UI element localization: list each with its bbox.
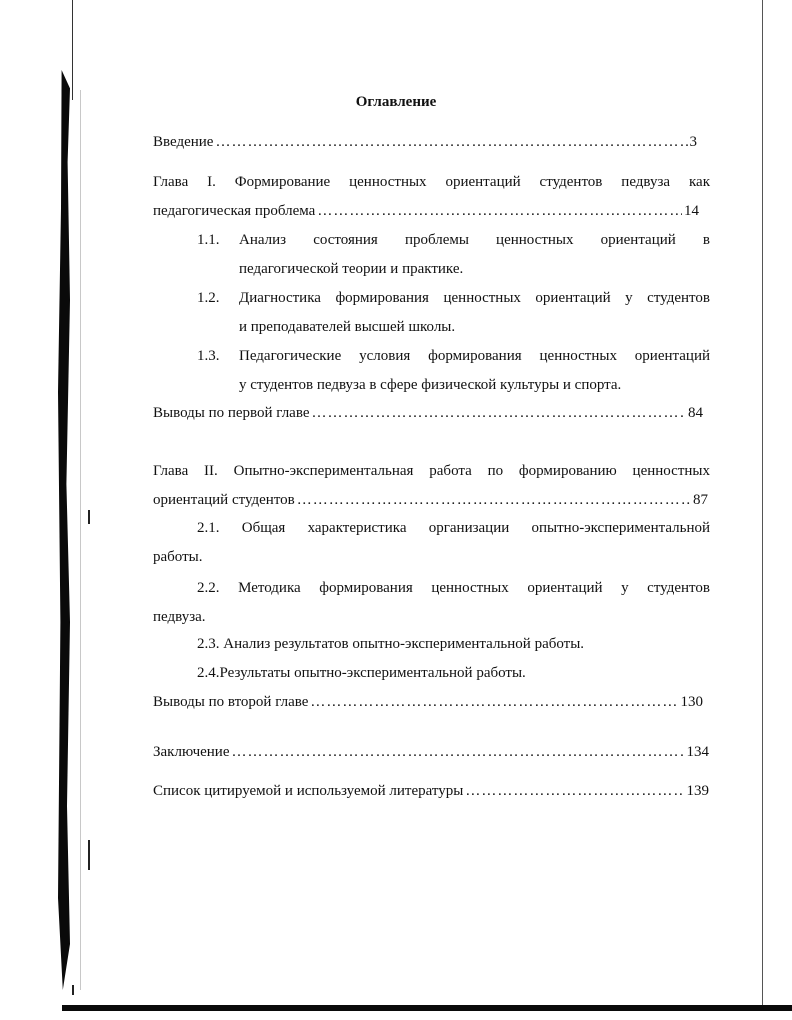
toc-label: Список цитируемой и используемой литературы xyxy=(153,783,464,799)
leader-dots xyxy=(317,201,682,221)
scan-mark xyxy=(88,510,90,524)
scan-mark xyxy=(72,985,74,995)
scan-mark xyxy=(88,840,90,870)
toc-page: 14 xyxy=(684,203,699,219)
page-title: Оглавление xyxy=(355,94,437,110)
toc-page: 134 xyxy=(686,744,709,760)
scan-line-left-faint xyxy=(80,90,81,990)
chapter2-title-line1[interactable]: Глава II. Опытно-экспериментальная работа по формированию ценностных xyxy=(153,463,710,479)
section-number: 1.3. xyxy=(197,348,220,364)
toc-label: Введение xyxy=(153,134,214,150)
toc-label: Выводы по первой главе xyxy=(153,405,310,421)
toc-page: 139 xyxy=(686,783,709,799)
section-1-3-line2[interactable]: у студентов педвуза в сфере физической культуры и спорта. xyxy=(239,377,622,393)
toc-label: Заключение xyxy=(153,744,230,760)
section-2-1-line1[interactable]: 2.1. Общая характеристика организации опытно-экспериментальной xyxy=(197,520,710,536)
section-2-1-line2[interactable]: работы. xyxy=(153,549,203,565)
section-1-1-line1[interactable]: Анализ состояния проблемы ценностных ориентаций в xyxy=(239,232,710,248)
section-1-2-line2[interactable]: и преподавателей высшей школы. xyxy=(239,319,456,335)
toc-page: 84 xyxy=(688,405,703,421)
leader-dots xyxy=(232,742,685,762)
leader-dots xyxy=(297,490,691,510)
section-2-2-line1[interactable]: 2.2. Методика формирования ценностных ориентаций у студентов xyxy=(197,580,710,596)
section-1-2-line1[interactable]: Диагностика формирования ценностных ориентаций у студентов xyxy=(239,290,710,306)
scan-line-left xyxy=(72,0,73,100)
section-2-3[interactable]: 2.3. Анализ результатов опытно-экспериментальной работы. xyxy=(197,636,585,652)
toc-entry-intro[interactable] xyxy=(153,132,697,152)
section-number: 1.2. xyxy=(197,290,220,306)
toc-entry-chapter2-conclusion[interactable] xyxy=(153,692,703,712)
leader-dots xyxy=(465,781,684,801)
toc-label: Выводы по второй главе xyxy=(153,694,309,710)
chapter1-title-line1[interactable]: Глава I. Формирование ценностных ориентаций студентов педвуза как xyxy=(153,174,710,190)
toc-entry-chapter2[interactable] xyxy=(153,490,708,510)
toc-page: 130 xyxy=(680,694,703,710)
leader-dots xyxy=(310,692,678,712)
toc-entry-chapter1[interactable] xyxy=(153,201,699,221)
section-2-4[interactable]: 2.4.Результаты опытно-экспериментальной работы. xyxy=(197,665,526,681)
section-2-2-line2[interactable]: педвуза. xyxy=(153,609,206,625)
scan-line-right xyxy=(762,0,763,1005)
toc-label: ориентаций студентов xyxy=(153,492,295,508)
toc-label: педагогическая проблема xyxy=(153,203,316,219)
toc-entry-conclusion[interactable] xyxy=(153,742,709,762)
section-1-3-line1[interactable]: Педагогические условия формирования ценностных ориентаций xyxy=(239,348,710,364)
section-number: 1.1. xyxy=(197,232,220,248)
scan-shadow-left xyxy=(58,70,70,990)
section-1-1-line2[interactable]: педагогической теории и практике. xyxy=(239,261,464,277)
toc-entry-chapter1-conclusion[interactable] xyxy=(153,403,703,423)
scan-shadow-bottom xyxy=(62,1005,792,1011)
toc-entry-references[interactable] xyxy=(153,781,709,801)
toc-page: 87 xyxy=(693,492,708,508)
leader-dots xyxy=(312,403,687,423)
toc-page: 3 xyxy=(689,134,697,150)
leader-dots xyxy=(215,132,687,152)
